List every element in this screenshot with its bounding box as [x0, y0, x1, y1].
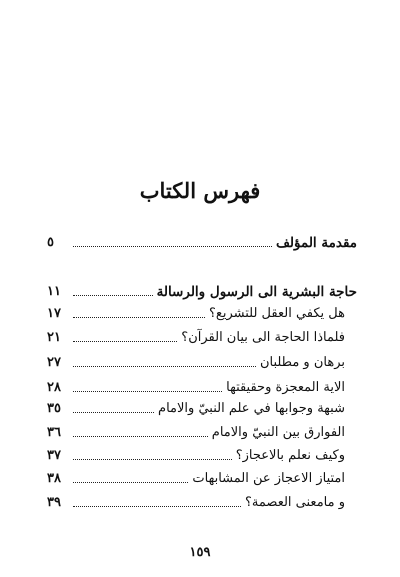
toc-entry [47, 377, 357, 397]
toc-entry [47, 352, 357, 372]
dot-leader [73, 366, 256, 367]
toc-entry-label: هل يكفي العقل للتشريع؟ [209, 306, 345, 321]
toc-entry-label: وكيف نعلم بالاعجاز؟ [235, 448, 345, 463]
toc-entry-page: ٢٧ [47, 355, 61, 370]
toc-entry [47, 281, 357, 301]
toc-entry-page: ٣٩ [47, 495, 61, 510]
toc-entry [47, 398, 357, 418]
toc-entry-label: و مامعنى العصمة؟ [245, 495, 345, 510]
toc-entry-label: مقدمة المؤلف [275, 235, 357, 251]
page-title: فهرس الكتاب [139, 178, 261, 203]
toc-entry-page: ١٧ [47, 306, 61, 321]
dot-leader [73, 459, 232, 460]
toc-entry-label: برهان و مطلبان [259, 355, 345, 370]
toc-entry-page: ٣٦ [47, 425, 61, 440]
toc-entry-label: الفوارق بين النبيّ والامام [211, 425, 345, 440]
toc-entry [47, 422, 357, 442]
toc-entry [47, 445, 357, 465]
dot-leader [73, 482, 188, 483]
toc-entry-page: ٥ [47, 235, 54, 250]
dot-leader [73, 246, 272, 247]
toc-entry-page: ٣٨ [47, 471, 61, 486]
toc-entry-page: ٢١ [47, 330, 61, 345]
toc-entry-page: ٣٧ [47, 448, 61, 463]
toc-entry [47, 468, 357, 488]
toc-entry [47, 492, 357, 512]
toc-entry-label: فلماذا الحاجة الى بيان القرآن؟ [181, 330, 345, 345]
toc-entry-label: حاجة البشرية الى الرسول والرسالة [156, 284, 357, 300]
toc-entry-label: امتياز الاعجاز عن المشابهات [192, 471, 345, 486]
dot-leader [73, 506, 241, 507]
dot-leader [73, 412, 154, 413]
toc-entry [47, 232, 357, 252]
dot-leader [73, 341, 177, 342]
toc-entry-page: ٣٥ [47, 401, 61, 416]
toc-entry-page: ١١ [47, 284, 61, 299]
toc-entry [47, 303, 357, 323]
toc-entry-page: ٢٨ [47, 380, 61, 395]
dot-leader [73, 391, 222, 392]
dot-leader [73, 295, 153, 296]
toc-entry-label: شبهة وجوابها في علم النبيّ والامام [158, 401, 345, 416]
toc-entry-label: الاية المعجزة وحقيقتها [226, 380, 345, 395]
dot-leader [73, 317, 205, 318]
page-number: ١٥٩ [189, 545, 211, 560]
dot-leader [73, 436, 208, 437]
toc-entry [47, 327, 357, 347]
